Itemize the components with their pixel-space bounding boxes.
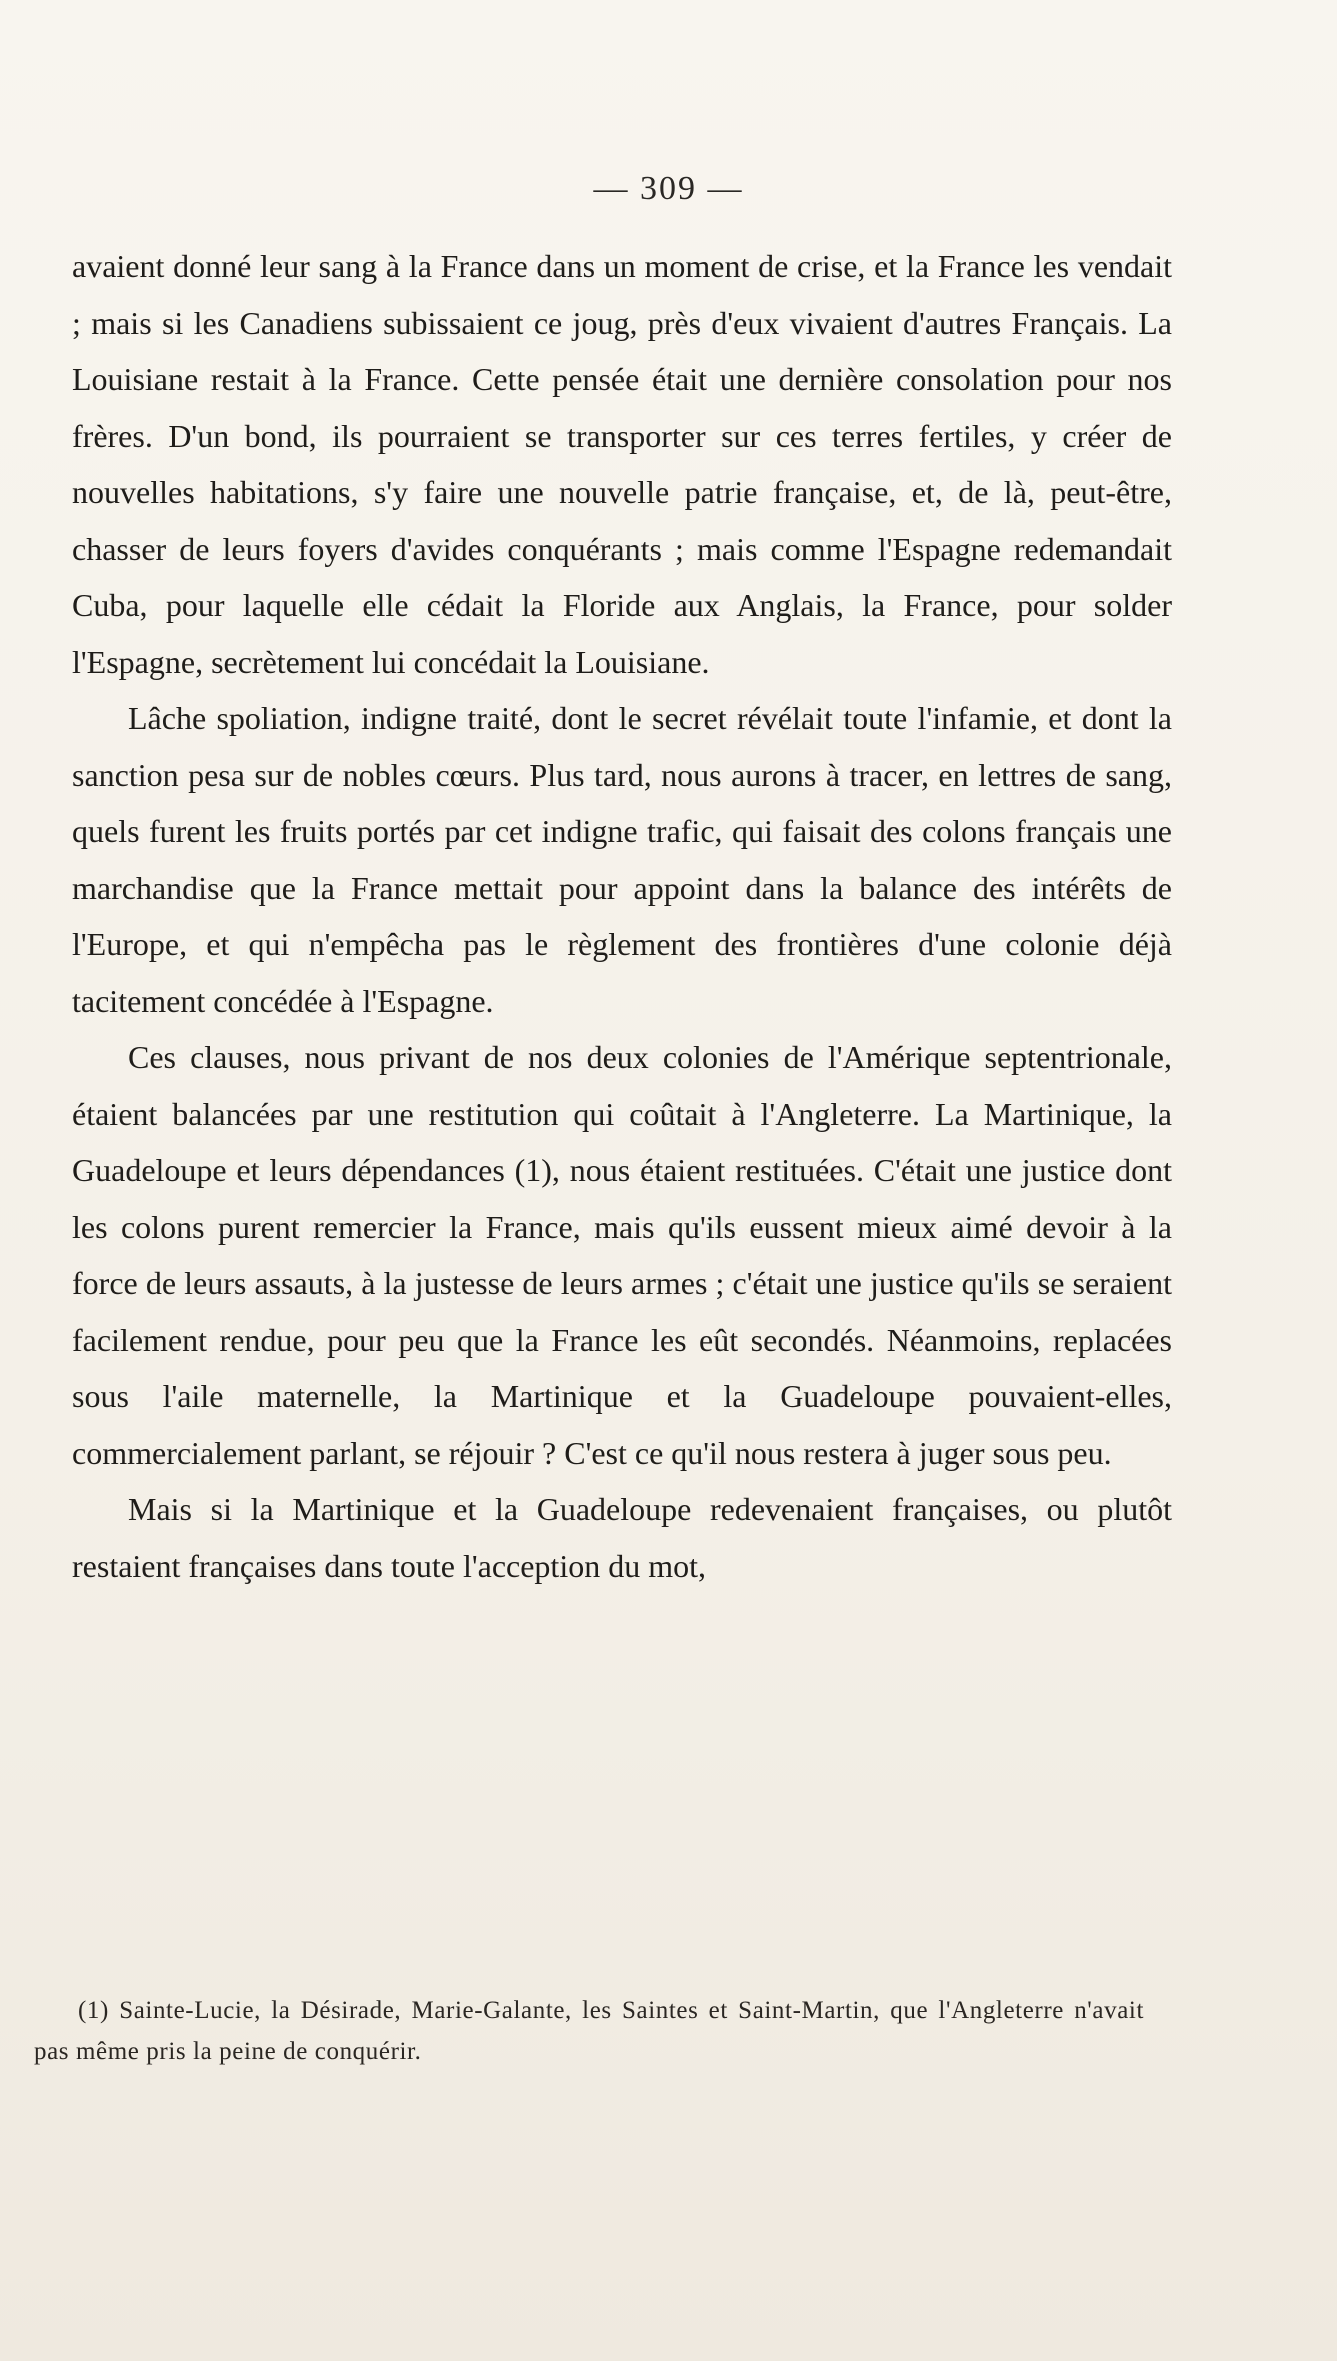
paragraph-2: Lâche spoliation, indigne traité, dont le secret révélait toute l'infamie, et dont la sanction pesa sur de nobles cœurs. Plus tard, nous aurons à tracer, en lettres de sang, quels furent les fruits portés par cet indigne trafic, qui faisait des colons français une marchandise que la France mettait pour appoint dans la balance des intérêts de l'Europe, et qui n'empêcha pas le règlement des frontières d'une colonie déjà tacitement concédée à l'Espagne.: [72, 700, 1172, 1019]
page-number: — 309 —: [593, 170, 744, 207]
paragraph-4: Mais si la Martinique et la Guadeloupe redevenaient françaises, ou plutôt restaient françaises dans toute l'acception du mot,: [72, 1491, 1172, 1584]
footnote: (1) Sainte-Lucie, la Désirade, Marie-Galante, les Saintes et Saint-Martin, que l'Angleterre n'avait pas même pris la peine de conquérir.: [34, 1997, 1144, 2065]
paragraph-1: avaient donné leur sang à la France dans un moment de crise, et la France les vendait ; mais si les Canadiens subissaient ce joug, près d'eux vivaient d'autres Français. La Louisiane restait à la France. Cette pensée était une dernière consolation pour nos frères. D'un bond, ils pourraient se transporter sur ces terres fertiles, y créer de nouvelles habitations, s'y faire une nouvelle patrie française, et, de là, peut-être, chasser de leurs foyers d'avides conquérants ; mais comme l'Espagne redemandait Cuba, pour laquelle elle cédait la Floride aux Anglais, la France, pour solder l'Espagne, secrètement lui concédait la Louisiane.: [72, 248, 1172, 680]
main-text: [72, 238, 1172, 1594]
paragraph-3: Ces clauses, nous privant de nos deux colonies de l'Amérique septentrionale, étaient balancées par une restitution qui coûtait à l'Angleterre. La Martinique, la Guadeloupe et leurs dépendances (1), nous étaient restituées. C'était une justice dont les colons purent remercier la France, mais qu'ils eussent mieux aimé devoir à la force de leurs assauts, à la justesse de leurs armes ; c'était une justice qu'ils se seraient facilement rendue, pour peu que la France les eût secondés. Néanmoins, replacées sous l'aile maternelle, la Martinique et la Guadeloupe pouvaient-elles, commercialement parlant, se réjouir ? C'est ce qu'il nous restera à juger sous peu.: [72, 1039, 1172, 1471]
